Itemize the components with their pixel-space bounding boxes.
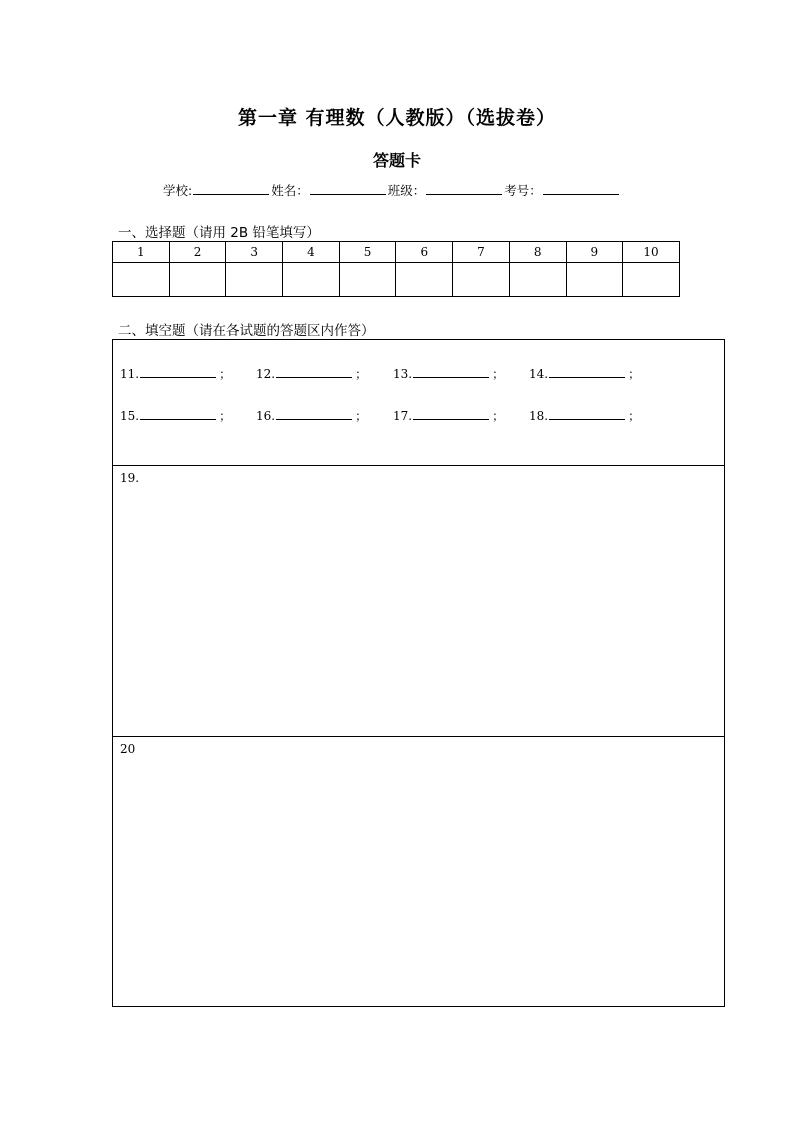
choice-answer-cell[interactable] [226,263,283,297]
choice-number-cell: 10 [623,242,680,263]
choice-number-cell: 4 [283,242,340,263]
choice-answer-cell[interactable] [509,263,566,297]
blank-underline[interactable] [413,407,489,420]
blank-semicolon: ； [355,367,368,381]
blank-17[interactable] [393,407,504,424]
question-20-number: 20 [120,742,136,756]
blank-underline[interactable] [276,365,352,378]
question-19-number: 19. [120,471,140,485]
blank-15[interactable] [120,407,231,424]
section-fill-title: 二、填空题（请在各试题的答题区内作答） [118,323,375,339]
choice-number-row [113,242,680,263]
school-label: 学校: [163,183,193,198]
choice-answer-cell[interactable] [113,263,170,297]
choice-answer-row [113,263,680,297]
blank-number: 14. [529,367,549,381]
choice-number-cell: 1 [113,242,170,263]
blank-12[interactable] [256,365,367,382]
name-field[interactable] [271,181,388,199]
exam-number-underline[interactable] [543,182,619,195]
choice-answer-cell[interactable] [169,263,226,297]
blank-semicolon: ； [492,367,505,381]
choice-answer-cell[interactable] [623,263,680,297]
choice-number-cell: 2 [169,242,226,263]
choice-number-cell: 3 [226,242,283,263]
blank-underline[interactable] [140,407,216,420]
blank-semicolon: ； [628,409,641,423]
blank-underline[interactable] [549,365,625,378]
blank-semicolon: ； [355,409,368,423]
blank-number: 11. [120,367,140,381]
question-20-answer-area[interactable] [112,736,725,1007]
choice-answer-cell[interactable] [283,263,340,297]
blank-13[interactable] [393,365,504,382]
blank-underline[interactable] [549,407,625,420]
student-info-row [163,181,621,199]
blank-18[interactable] [529,407,640,424]
choice-number-cell: 7 [453,242,510,263]
section-choice-title: 一、选择题（请用 2B 铅笔填写） [118,225,320,241]
question-19-answer-area[interactable] [112,465,725,737]
blank-semicolon: ； [492,409,505,423]
blank-14[interactable] [529,365,640,382]
blank-underline[interactable] [413,365,489,378]
blank-underline[interactable] [140,365,216,378]
exam-number-field[interactable] [504,181,621,199]
blank-number: 13. [393,367,413,381]
page-subtitle: 答题卡 [372,151,421,170]
name-label: 姓名： [271,183,309,198]
class-underline[interactable] [426,182,502,195]
blank-semicolon: ； [219,409,232,423]
blank-number: 15. [120,409,140,423]
choice-answer-cell[interactable] [396,263,453,297]
choice-number-cell: 6 [396,242,453,263]
class-field[interactable] [388,181,505,199]
blank-16[interactable] [256,407,367,424]
school-field[interactable] [163,181,271,199]
blank-number: 17. [393,409,413,423]
school-underline[interactable] [193,182,269,195]
page-title: 第一章 有理数（人教版）（选拔卷） [237,107,557,129]
choice-number-cell: 9 [566,242,623,263]
blank-number: 16. [256,409,276,423]
exam-number-label: 考号： [504,183,542,198]
choice-answer-cell[interactable] [453,263,510,297]
choice-answer-cell[interactable] [339,263,396,297]
blank-11[interactable] [120,365,231,382]
choice-number-cell: 8 [509,242,566,263]
blank-semicolon: ； [219,367,232,381]
choice-number-cell: 5 [339,242,396,263]
blank-underline[interactable] [276,407,352,420]
class-label: 班级： [387,183,426,198]
name-underline[interactable] [310,182,386,195]
choice-answer-table [112,241,680,297]
blank-number: 12. [256,367,276,381]
blank-semicolon: ； [628,367,641,381]
choice-answer-cell[interactable] [566,263,623,297]
fill-in-answer-area [112,339,725,466]
blank-number: 18. [529,409,549,423]
